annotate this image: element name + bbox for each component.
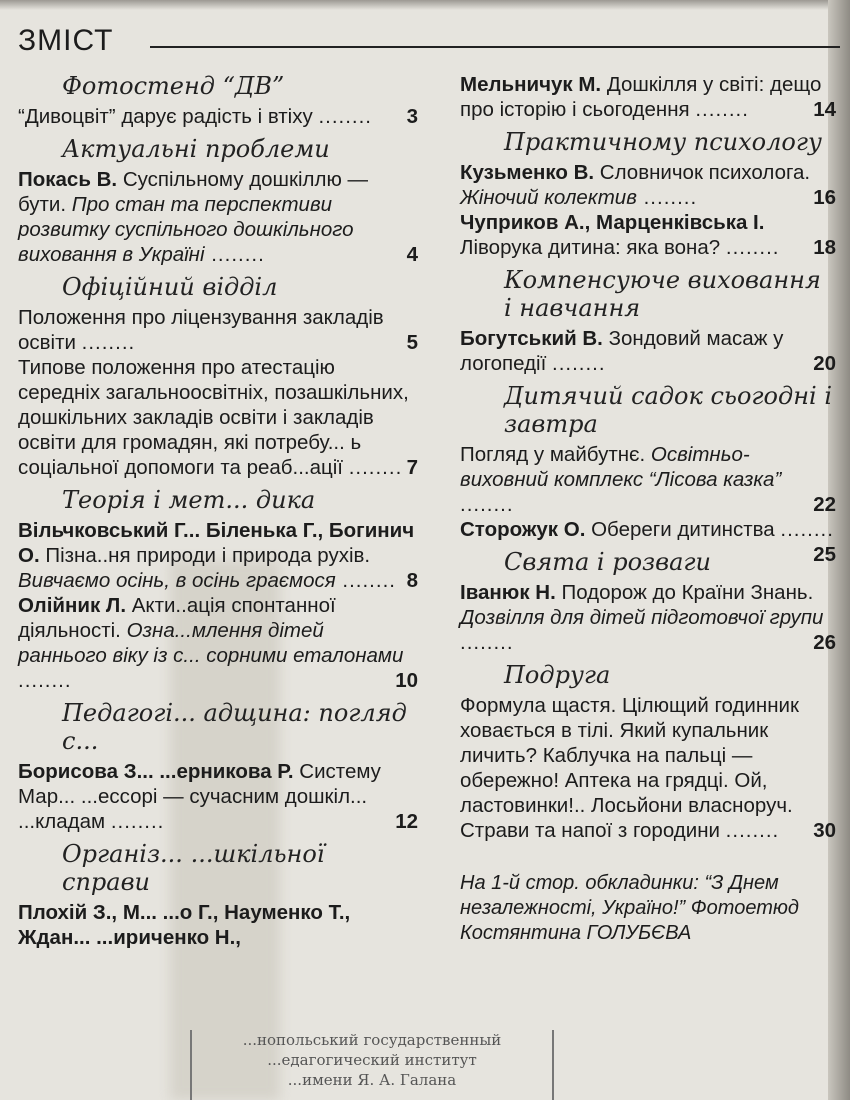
- section-heading: Офіційний відділ: [62, 273, 278, 301]
- section-heading: Дитячий садок сьогодні і завтра: [504, 382, 832, 438]
- section-heading: Компенсуюче виховання і навчання: [504, 266, 821, 322]
- entry-author: Вільчковський Г... Біленька Г., Богинич О.: [18, 519, 415, 567]
- entry-page-number: 25: [813, 543, 836, 566]
- toc-entry[interactable]: [18, 900, 418, 950]
- toc-entry[interactable]: Положення про ліцензування закладів освіти ........ 5: [18, 306, 418, 354]
- entry-author: Мельничук М.: [460, 73, 602, 96]
- title-rule: [150, 46, 840, 48]
- entry-author: Кузьменко В.: [460, 161, 595, 184]
- entry-author: Борисова З... ...ерникова Р.: [18, 760, 294, 783]
- section-heading: Подруга: [504, 661, 611, 689]
- entry-subtitle: Озна...млення дітей раннього віку із с... сорними еталонами: [18, 619, 404, 667]
- entry-title: Обереги дитинства: [591, 518, 775, 541]
- section-heading: Педагогі... адщина: погляд с...: [62, 699, 407, 755]
- toc-entry[interactable]: Покась В. Суспільному дошкіллю — бути. Про стан та перспективи розвитку суспільного дошкільного виховання в Україні ........ 4: [18, 168, 418, 266]
- toc-entry[interactable]: Кузьменко В. Словничок психолога. Жіночий колектив ........ 16: [460, 161, 836, 209]
- entry-title: Систему Мар... ...ессорі — сучасним дошкіл... ...кладам: [18, 760, 381, 833]
- toc-entry[interactable]: Вільчковський Г... Біленька Г., Богинич О. Пізна..ня природи і природа рухів. Вивчаємо осінь, в осінь граємося ........ 8: [18, 519, 418, 592]
- toc-entry[interactable]: “Дивоцвіт” дарує радість і втіху ........ 3: [18, 105, 418, 128]
- entry-page-number: 26: [813, 631, 836, 654]
- entry-title: Положення про ліцензування закладів освіти: [18, 306, 384, 354]
- library-stamp: [190, 1030, 554, 1100]
- entry-page-number: 7: [406, 456, 418, 479]
- entry-subtitle: Про стан та перспективи розвитку суспільного дошкільного виховання в Україні: [18, 193, 354, 266]
- toc-entry[interactable]: Чуприков А., Марценківська І. Ліворука дитина: яка вона? ........ 18: [460, 211, 836, 259]
- toc-entry[interactable]: Іванюк Н. Подорож до Країни Знань. Дозвілля для дітей підготовчої групи ........ 26: [460, 581, 836, 654]
- entry-page-number: 18: [813, 236, 836, 259]
- entry-author: Покась В.: [18, 168, 118, 191]
- entry-subtitle: Жіночий колектив: [460, 186, 637, 209]
- entry-page-number: 16: [813, 186, 836, 209]
- toc-entry[interactable]: Типове положення про атестацію середніх загальноосвітніх, позашкільних, дошкільних закладів освіти і закладів освіти для громадян, які потребу... ь соціальної допомоги та реаб...ації ........ 7: [18, 356, 418, 479]
- page-title: ЗМІСТ: [18, 24, 114, 57]
- top-shadow: [0, 0, 850, 10]
- entry-page-number: 5: [406, 331, 418, 354]
- entry-title: “Дивоцвіт” дарує радість і втіху: [18, 105, 313, 128]
- toc-entry[interactable]: Формула щастя. Цілющий годинник ховається в тілі. Який купальник личить? Каблучка на пальці — обережно! Аптека на грядці. Ой, ластовинки!.. Лосьйони власноруч. Страви та напої з городини ........ 30: [460, 694, 836, 842]
- toc-entry[interactable]: Богутський В. Зондовий масаж у логопедії ........ 20: [460, 327, 836, 375]
- entry-author: Іванюк Н.: [460, 581, 556, 604]
- entry-title: Зондовий масаж у логопедії: [460, 327, 784, 375]
- entry-title: Акти..ація спонтанної діяльності.: [18, 594, 336, 642]
- entry-title: Ліворука дитина: яка вона?: [460, 236, 721, 259]
- left-column: [18, 66, 418, 950]
- toc-entry[interactable]: Сторожук О. Обереги дитинства ........ 25: [460, 518, 836, 566]
- right-column: [460, 72, 836, 966]
- entry-subtitle: Вивчаємо осінь, в осінь граємося: [18, 569, 336, 592]
- entry-page-number: 3: [406, 105, 418, 128]
- section-heading: Організ... ...шкільної справи: [62, 840, 325, 896]
- entry-author: Сторожук О.: [460, 518, 586, 541]
- toc-entry[interactable]: Мельничук М. Дошкілля у світі: дещо про історію і сьогодення ........ 14: [460, 73, 836, 121]
- stamp-line: ...имени Я. А. Галана: [287, 1071, 457, 1089]
- entry-title: Словничок психолога.: [599, 161, 811, 184]
- entry-title: Дошкілля у світі: дещо про історію і сьогодення: [460, 73, 822, 121]
- entry-title: Типове положення про атестацію середніх загальноосвітніх, позашкільних, дошкільних закладів освіти і закладів освіти для громадян, які потребу... ь соціальної допомоги та реаб...ації: [18, 356, 409, 479]
- entry-page-number: 4: [406, 243, 418, 266]
- entry-page-number: 14: [813, 98, 836, 121]
- entry-title: Подорож до Країни Знань.: [561, 581, 814, 604]
- entry-subtitle: Дозвілля для дітей підготовчої групи: [460, 606, 824, 629]
- entry-title: Погляд у майбутнє.: [460, 443, 646, 466]
- section-heading: Практичному психологу: [504, 128, 822, 156]
- section-heading: Актуальні проблеми: [62, 135, 330, 163]
- entry-page-number: 10: [395, 669, 418, 692]
- entry-page-number: 8: [406, 569, 418, 592]
- toc-entry[interactable]: Олійник Л. Акти..ація спонтанної діяльності. Озна...млення дітей раннього віку із с... сорними еталонами ........ 10: [18, 594, 418, 692]
- entry-page-number: 12: [395, 810, 418, 833]
- entry-title: Формула щастя. Цілющий годинник ховається в тілі. Який купальник личить? Каблучка на пальці — обережно! Аптека на грядці. Ой, ластовинки!.. Лосьйони власноруч. Страви та напої з городини: [460, 694, 799, 842]
- stamp-line: ...едагогический институт: [267, 1051, 477, 1069]
- entry-author: Олійник Л.: [18, 594, 127, 617]
- entry-page-number: 20: [813, 352, 836, 375]
- section-heading: Фотостенд “ДВ”: [62, 72, 285, 100]
- entry-title: Пізна..ня природи і природа рухів.: [45, 544, 371, 567]
- contents-header: [18, 16, 828, 66]
- entry-subtitle: Освітньо-виховний комплекс “Лісова казка”: [460, 443, 782, 491]
- section-heading: Свята і розваги: [504, 548, 711, 576]
- cover-note: На 1-й стор. обкладинки: “З Днем незалежності, Україно!” Фотоетюд Костянтина ГОЛУБЄВА: [460, 872, 799, 944]
- entry-author: Богутський В.: [460, 327, 603, 350]
- entry-title: Суспільному дошкіллю — бути.: [18, 168, 369, 216]
- entry-page-number: 30: [813, 819, 836, 842]
- toc-entry[interactable]: Борисова З... ...ерникова Р. Систему Мар... ...ессорі — сучасним дошкіл... ...кладам ........ 12: [18, 760, 418, 833]
- entry-author: Плохій З., М... ...о Г., Науменко Т., Ждан... ...ириченко Н.,: [18, 901, 351, 949]
- section-heading: Теорія і мет... дика: [62, 486, 316, 514]
- entry-page-number: 22: [813, 493, 836, 516]
- stamp-line: ...нопольський государственный: [242, 1031, 502, 1049]
- entry-author: Чуприков А., Марценківська І.: [460, 211, 765, 234]
- toc-entry[interactable]: Погляд у майбутнє. Освітньо-виховний комплекс “Лісова казка” ........ 22: [460, 443, 836, 516]
